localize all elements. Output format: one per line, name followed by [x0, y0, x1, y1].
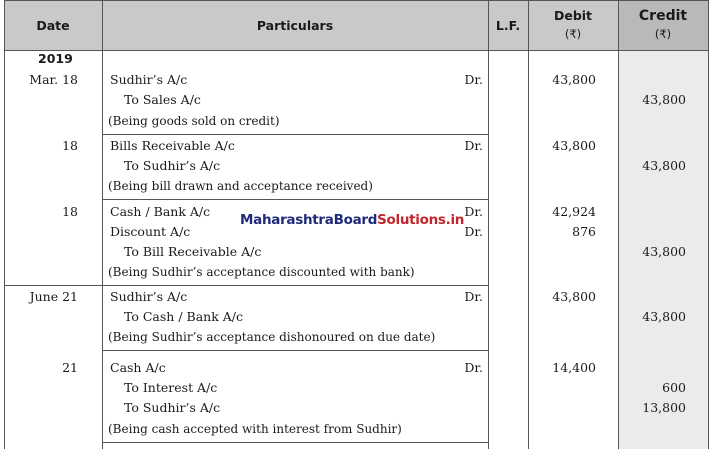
- year-label: 2019: [38, 51, 73, 66]
- grid-line: [488, 0, 489, 449]
- debit-amount: 14,400: [552, 360, 596, 375]
- entry-date: 18: [62, 204, 78, 219]
- entry-date: Mar. 18: [29, 72, 78, 87]
- narration: (Being Sudhir’s acceptance discounted with bank): [108, 265, 415, 279]
- account-name: To Sudhir’s A/c: [124, 158, 221, 173]
- header-date: Date: [4, 0, 102, 50]
- header-lf: L.F.: [488, 0, 528, 50]
- entry-separator: [102, 442, 488, 443]
- debit-amount: 876: [572, 224, 596, 239]
- grid-line: [102, 0, 103, 449]
- entry-separator: [102, 199, 488, 200]
- grid-line: [4, 50, 708, 51]
- entry-date: 18: [62, 138, 78, 153]
- account-name: Bills Receivable A/c: [110, 138, 235, 153]
- account-name: Sudhir’s A/c: [110, 72, 188, 87]
- narration: (Being bill drawn and acceptance received): [108, 179, 373, 193]
- account-name: Sudhir’s A/c: [110, 289, 188, 304]
- entry-separator: [102, 350, 488, 351]
- dr-marker: Dr.: [464, 360, 483, 375]
- account-name: To Interest A/c: [124, 380, 218, 395]
- entry-date: June 21: [29, 289, 78, 304]
- account-name: Cash / Bank A/c: [110, 204, 211, 219]
- debit-amount: 42,924: [552, 204, 596, 219]
- dr-marker: Dr.: [464, 224, 483, 239]
- watermark-logo: MaharashtraBoardSolutions.in: [240, 212, 465, 228]
- credit-amount: 43,800: [642, 244, 686, 259]
- credit-amount: 600: [662, 380, 686, 395]
- account-name: Discount A/c: [110, 224, 191, 239]
- account-name: To Cash / Bank A/c: [124, 309, 243, 324]
- header-debit: Debit (₹): [528, 0, 618, 50]
- grid-line: [4, 0, 5, 449]
- grid-line: [528, 0, 529, 449]
- dr-marker: Dr.: [464, 204, 483, 219]
- account-name: To Sudhir’s A/c: [124, 400, 221, 415]
- credit-amount: 43,800: [642, 309, 686, 324]
- narration: (Being Sudhir’s acceptance dishonoured on due date): [108, 330, 436, 344]
- dr-marker: Dr.: [464, 72, 483, 87]
- grid-line: [4, 0, 708, 1]
- credit-amount: 43,800: [642, 92, 686, 107]
- entry-separator: [4, 285, 488, 286]
- entry-date: 21: [62, 360, 78, 375]
- header-particulars: Particulars: [102, 0, 488, 50]
- account-name: To Bill Receivable A/c: [124, 244, 262, 259]
- dr-marker: Dr.: [464, 289, 483, 304]
- grid-line: [708, 0, 709, 449]
- debit-amount: 43,800: [552, 72, 596, 87]
- account-name: Cash A/c: [110, 360, 166, 375]
- dr-marker: Dr.: [464, 138, 483, 153]
- debit-amount: 43,800: [552, 289, 596, 304]
- narration: (Being goods sold on credit): [108, 114, 280, 128]
- credit-amount: 13,800: [642, 400, 686, 415]
- account-name: To Sales A/c: [124, 92, 201, 107]
- grid-line: [618, 0, 619, 449]
- credit-amount: 43,800: [642, 158, 686, 173]
- debit-amount: 43,800: [552, 138, 596, 153]
- header-credit: Credit (₹): [618, 0, 708, 50]
- entry-separator: [102, 134, 488, 135]
- narration: (Being cash accepted with interest from Sudhir): [108, 422, 402, 436]
